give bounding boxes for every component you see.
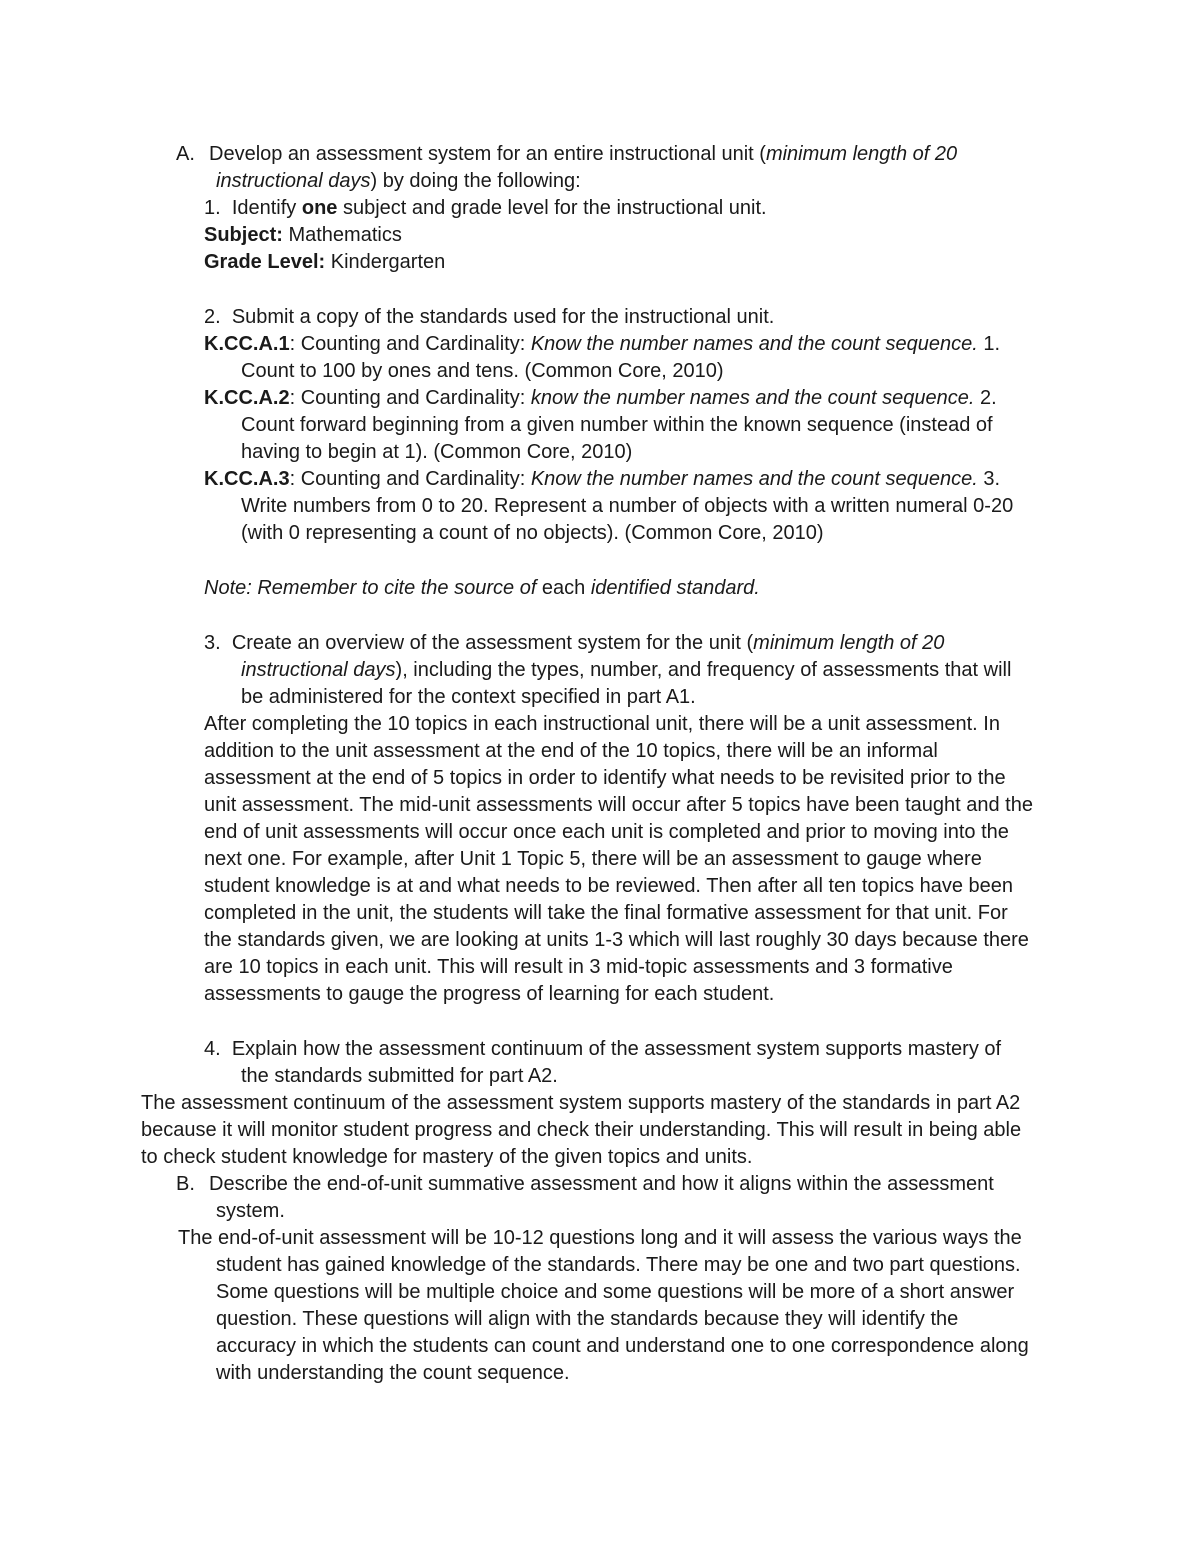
section-b-answer-line-5: accuracy in which the students can count and understand one to one correspondence along [216,1335,1029,1357]
section-a-marker: A. [176,143,195,165]
standard-2-text-line-2: having to begin at 1). (Common Core, 2010) [241,441,633,463]
item-3-answer-line-11: assessments to gauge the progress of learning for each student. [204,983,775,1005]
item-4-prompt-line-1: 4. Explain how the assessment continuum of the assessment system supports mastery of [204,1038,1002,1060]
section-a-prompt-line-2: instructional days) by doing the following: [216,170,581,192]
standard-1-text: Count to 100 by ones and tens. (Common Core, 2010) [241,360,724,382]
subject-line: Subject: Mathematics [204,224,402,246]
item-3-answer-line-7: student knowledge is at and what needs to be reviewed. Then after all ten topics have been [204,875,1014,897]
standard-2-text-line-1: Count forward beginning from a given number within the known sequence (instead of [241,414,993,436]
item-3-answer-line-1: After completing the 10 topics in each instructional unit, there will be a unit assessment. In [204,713,1000,735]
section-b-marker: B. [176,1173,195,1195]
grade-level-line: Grade Level: Kindergarten [204,251,446,273]
item-3-prompt-line-1: 3. Create an overview of the assessment system for the unit (minimum length of 20 [204,632,945,654]
item-3-answer-line-8: completed in the unit, the students will take the final formative assessment for that unit. For [204,902,1008,924]
item-2-prompt: 2. Submit a copy of the standards used for the instructional unit. [204,306,775,328]
item-4-answer-line-3: to check student knowledge for mastery of the given topics and units. [141,1146,753,1168]
item-3-prompt-line-2: instructional days), including the types, number, and frequency of assessments that will [241,659,1012,681]
section-b-answer-line-6: with understanding the count sequence. [216,1362,570,1384]
section-b-answer-line-4: question. These questions will align with the standards because they will identify the [216,1308,959,1330]
section-a-prompt-line-1: Develop an assessment system for an entire instructional unit (minimum length of 20 [209,143,958,165]
section-b-prompt-line-1: Describe the end-of-unit summative assessment and how it aligns within the assessment [209,1173,994,1195]
item-3-answer-line-10: are 10 topics in each unit. This will result in 3 mid-topic assessments and 3 formative [204,956,953,978]
item-3-prompt-line-3: be administered for the context specified in part A1. [241,686,696,708]
item-1-prompt: 1. Identify one subject and grade level for the instructional unit. [204,197,767,219]
standard-1-header: K.CC.A.1: Counting and Cardinality: Know the number names and the count sequence. 1. [204,333,1001,355]
standard-3-text-line-1: Write numbers from 0 to 20. Represent a number of objects with a written numeral 0-20 [241,495,1014,517]
item-3-answer-line-3: assessment at the end of 5 topics in order to identify what needs to be revisited prior to the [204,767,1006,789]
citation-note: Note: Remember to cite the source of each identified standard. [204,577,760,599]
section-b-answer-line-1: The end-of-unit assessment will be 10-12 questions long and it will assess the various ways the [178,1227,1022,1249]
standard-3-header: K.CC.A.3: Counting and Cardinality: Know the number names and the count sequence. 3. [204,468,1001,490]
section-b-answer-line-3: Some questions will be multiple choice and some questions will be more of a short answer [216,1281,1015,1303]
standard-3-text-line-2: (with 0 representing a count of no objects). (Common Core, 2010) [241,522,824,544]
item-3-answer-line-9: the standards given, we are looking at units 1-3 which will last roughly 30 days because there [204,929,1029,951]
standard-2-header: K.CC.A.2: Counting and Cardinality: know the number names and the count sequence. 2. [204,387,997,409]
item-3-answer-line-4: unit assessment. The mid-unit assessments will occur after 5 topics have been taught and the [204,794,1033,816]
item-3-answer-line-5: end of unit assessments will occur once each unit is completed and prior to moving into the [204,821,1009,843]
item-3-answer-line-2: addition to the unit assessment at the end of the 10 topics, there will be an informal [204,740,938,762]
item-4-prompt-line-2: the standards submitted for part A2. [241,1065,558,1087]
section-b-prompt-line-2: system. [216,1200,285,1222]
item-3-answer-line-6: next one. For example, after Unit 1 Topic 5, there will be an assessment to gauge where [204,848,982,870]
item-4-answer-line-1: The assessment continuum of the assessment system supports mastery of the standards in part A2 [141,1092,1021,1114]
item-4-answer-line-2: because it will monitor student progress and check their understanding. This will result in being able [141,1119,1022,1141]
section-b-answer-line-2: student has gained knowledge of the standards. There may be one and two part questions. [216,1254,1021,1276]
